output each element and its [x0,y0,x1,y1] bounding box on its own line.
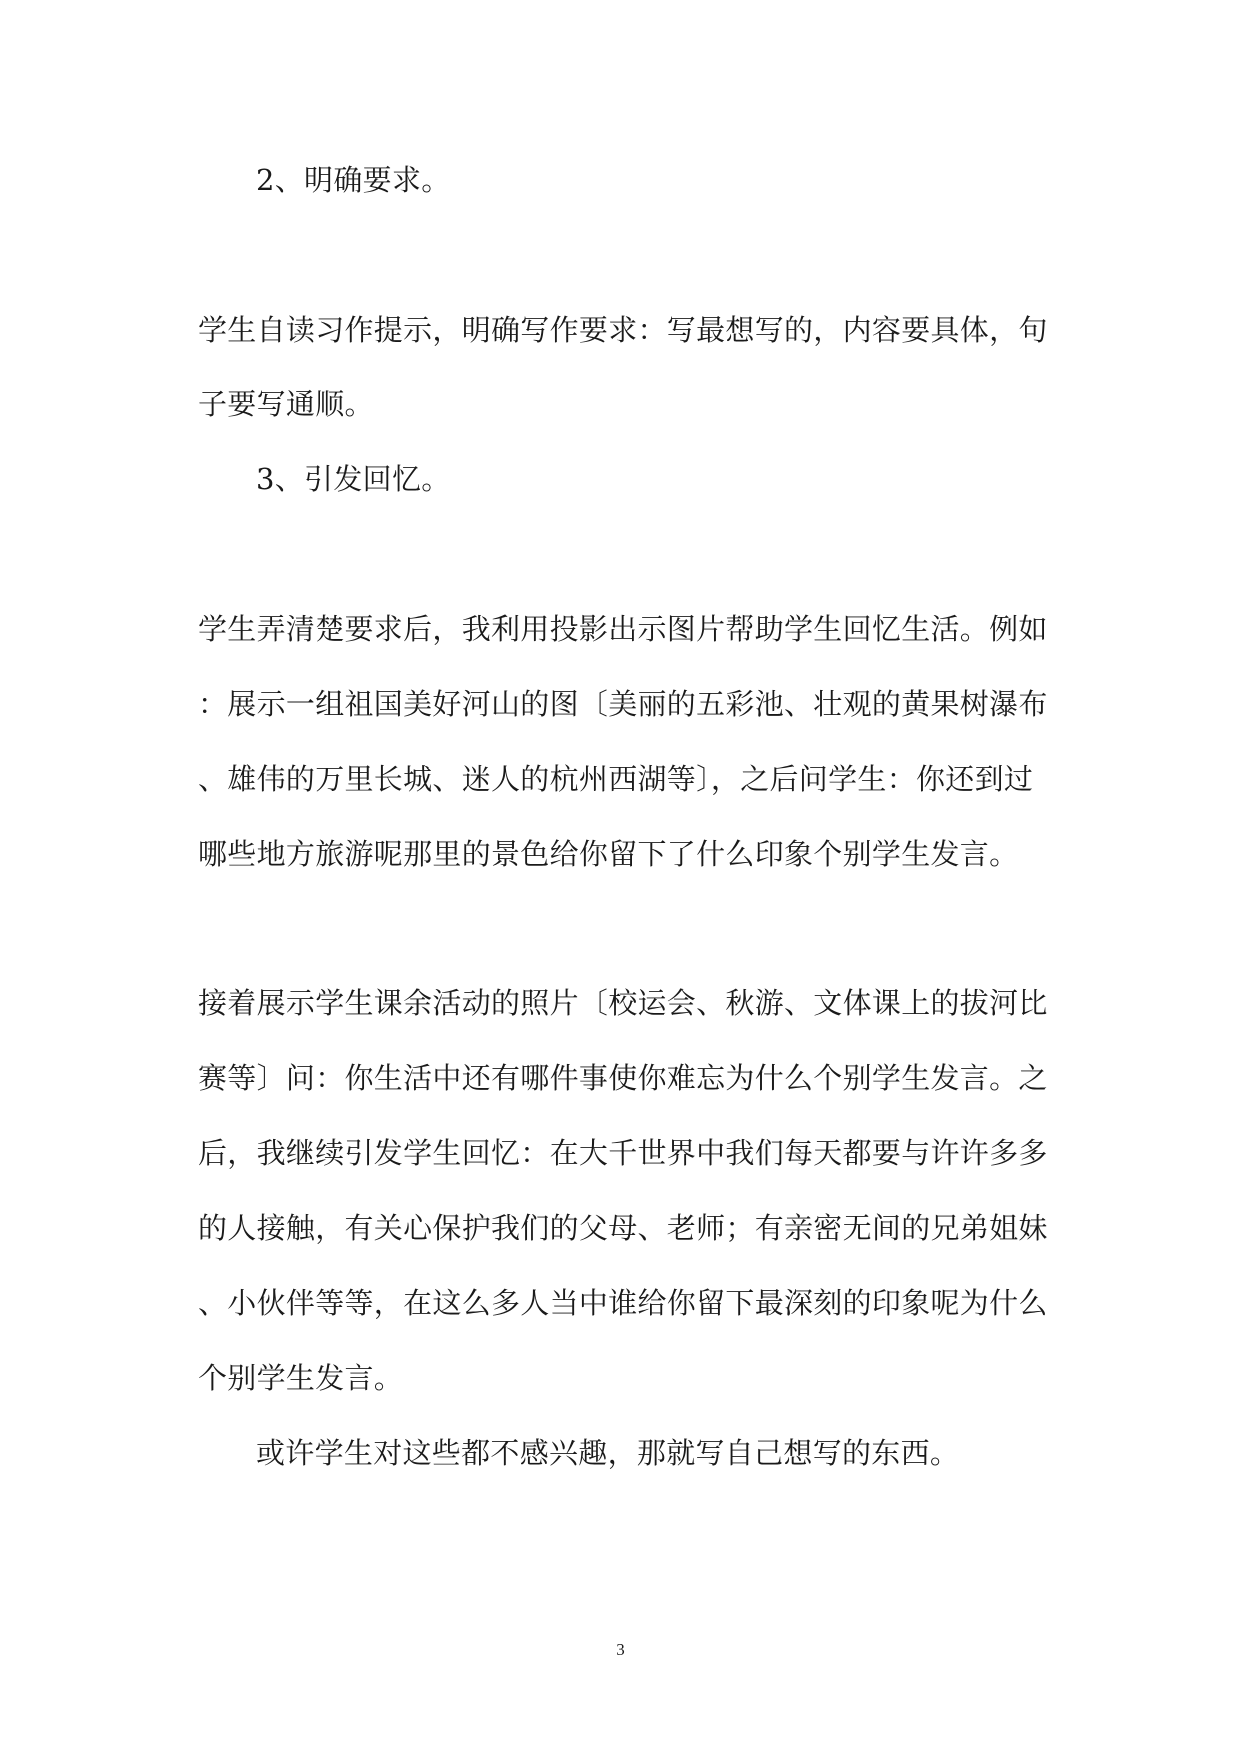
paragraph-line: 学生弄清楚要求后，我利用投影出示图片帮助学生回忆生活。例如 [198,612,1048,646]
paragraph-line: 学生自读习作提示，明确写作要求：写最想写的，内容要具体，句 [198,313,1048,347]
paragraph-line: 赛等〕问：你生活中还有哪件事使你难忘为什么个别学生发言。之 [198,1061,1048,1095]
paragraph-line: 后，我继续引发学生回忆：在大千世界中我们每天都要与许许多多 [198,1136,1048,1170]
paragraph-line: 个别学生发言。 [198,1361,404,1395]
heading-2: 2、明确要求。 [256,163,451,197]
paragraph-line: ：展示一组祖国美好河山的图〔美丽的五彩池、壮观的黄果树瀑布 [198,687,1048,721]
paragraph-line: 的人接触，有关心保护我们的父母、老师；有亲密无间的兄弟姐妹 [198,1211,1048,1245]
heading-3: 3、引发回忆。 [256,462,451,496]
paragraph-line: 哪些地方旅游呢那里的景色给你留下了什么印象个别学生发言。 [198,837,1019,871]
paragraph-line: 子要写通顺。 [198,387,374,421]
page-number: 3 [616,1640,625,1659]
paragraph-line: 或许学生对这些都不感兴趣，那就写自己想写的东西。 [256,1436,960,1470]
paragraph-line: 接着展示学生课余活动的照片〔校运会、秋游、文体课上的拔河比 [198,986,1048,1020]
paragraph-line: 、小伙伴等等，在这么多人当中谁给你留下最深刻的印象呢为什么 [198,1286,1048,1320]
paragraph-line: 、雄伟的万里长城、迷人的杭州西湖等〕，之后问学生：你还到过 [198,762,1034,796]
